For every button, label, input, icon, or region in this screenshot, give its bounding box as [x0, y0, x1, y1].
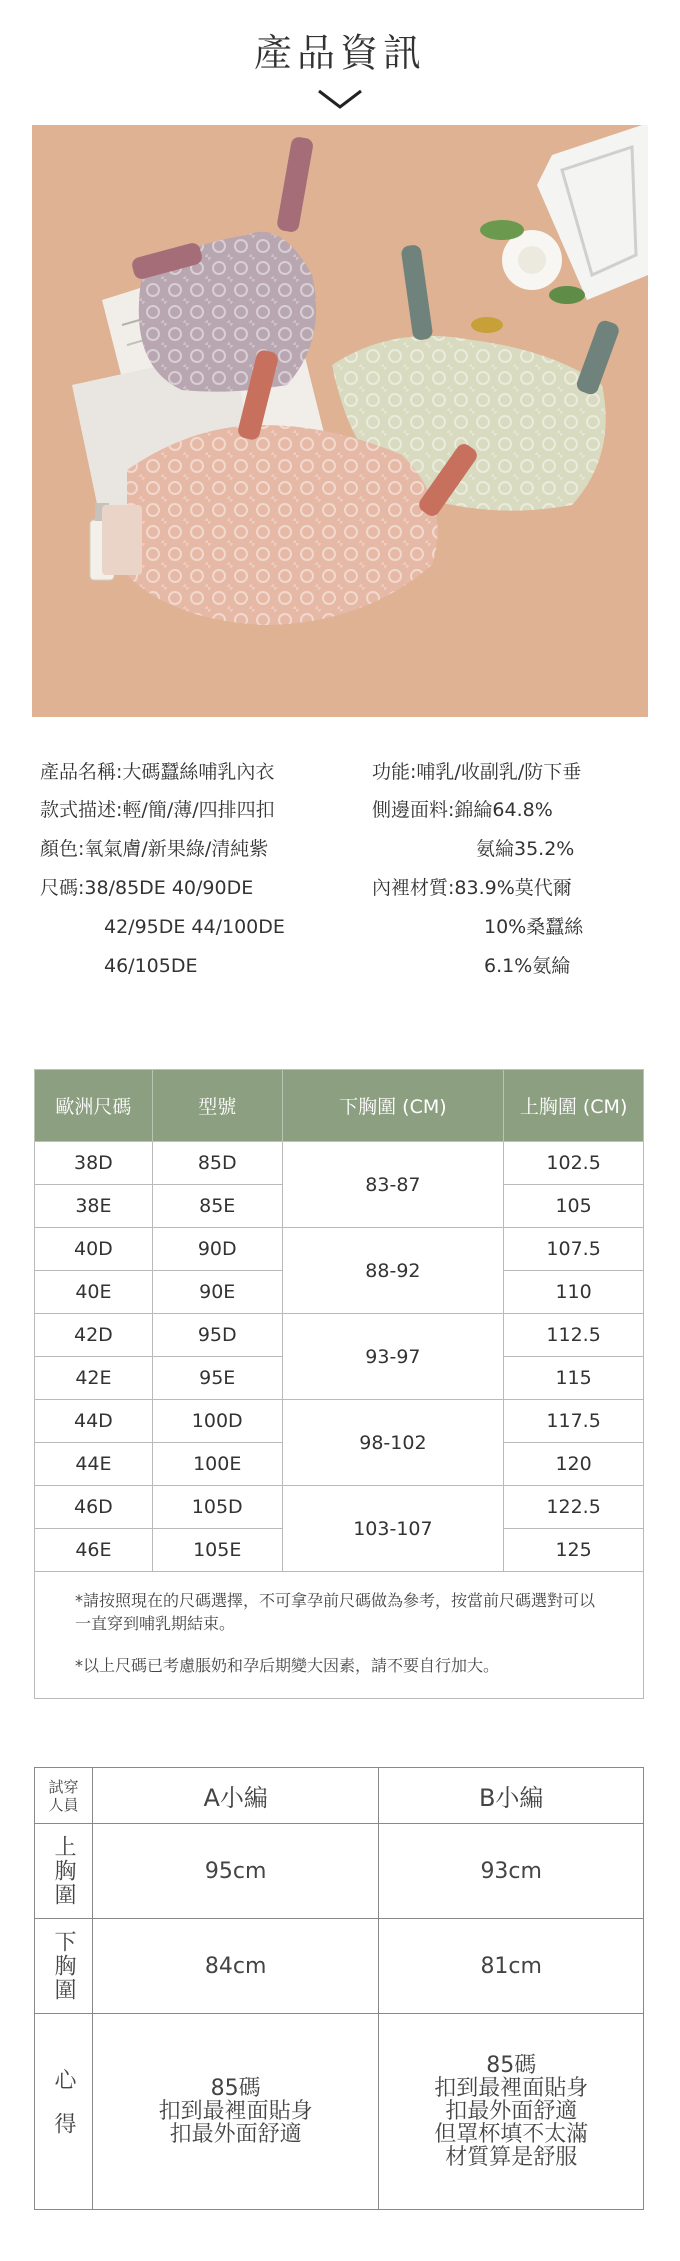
size-value-line: :38/85DE 40/90DE [78, 877, 254, 899]
underbust-cell: 93-97 [282, 1314, 504, 1400]
side-fabric-value: :錦綸64.8% [448, 799, 553, 821]
b-feedback [379, 2014, 644, 2210]
page-title: 產品資訊 [253, 31, 426, 75]
chevron-down-icon [316, 88, 364, 110]
size-label: 尺碼 [40, 877, 79, 899]
b-upper-value: 93cm [379, 1824, 644, 1919]
product-photo [32, 125, 648, 717]
side-fabric-value: 氨綸35.2% [476, 838, 575, 860]
model-cell: 90E [152, 1271, 282, 1314]
color-row [40, 840, 268, 859]
size-row [40, 879, 253, 898]
header-upper-bust: 上胸圍 (CM) [504, 1070, 644, 1142]
b-under-value: 81cm [379, 1919, 644, 2014]
table-row [35, 1314, 644, 1357]
style-row [40, 801, 275, 820]
lining-value: 10%桑蠶絲 [484, 916, 584, 938]
style-value: :輕/簡/薄/四排四扣 [116, 799, 275, 821]
size-table [34, 1069, 644, 1572]
trial-header-row [35, 1768, 644, 1824]
size-note-1: *請按照現在的尺碼選擇，不可拿孕前尺碼做為參考，按當前尺碼選對可以一直穿到哺乳期結束。 [75, 1591, 596, 1633]
trial-table [34, 1767, 644, 2210]
eu-size-cell: 38D [35, 1142, 153, 1185]
size-table-header [35, 1070, 644, 1142]
upper-bust-cell: 110 [504, 1271, 644, 1314]
a-feedback-line: 扣最外面舒適 [169, 2122, 302, 2147]
upper-bust-cell: 125 [504, 1529, 644, 1572]
size-note-2: *以上尺碼已考慮脹奶和孕后期變大因素，請不要自行加大。 [75, 1656, 500, 1675]
size-value-line: 46/105DE [104, 955, 198, 977]
header-underbust: 下胸圍 (CM) [282, 1070, 504, 1142]
lining-value: :83.9%莫代爾 [448, 877, 572, 899]
upper-bust-cell: 115 [504, 1357, 644, 1400]
model-cell: 90D [152, 1228, 282, 1271]
lining-row [372, 879, 572, 898]
b-feedback-line: 扣到最裡面貼身 [434, 2076, 589, 2101]
size-notes [34, 1572, 644, 1699]
model-cell: 85E [152, 1185, 282, 1228]
model-cell: 100D [152, 1400, 282, 1443]
table-row [35, 1486, 644, 1529]
table-row [35, 1228, 644, 1271]
eu-size-cell: 44E [35, 1443, 153, 1486]
upper-bust-cell: 102.5 [504, 1142, 644, 1185]
color-value: :氧氣膚/新果綠/清純紫 [78, 838, 269, 860]
model-cell: 95E [152, 1357, 282, 1400]
upper-bust-cell: 105 [504, 1185, 644, 1228]
function-label: 功能 [372, 761, 411, 783]
b-feedback-line: 材質算是舒服 [445, 2145, 578, 2170]
lining-label: 內裡材質 [372, 877, 449, 899]
upper-bust-cell: 107.5 [504, 1228, 644, 1271]
person-a-header: A小編 [92, 1768, 378, 1824]
trial-under-row [35, 1919, 644, 2014]
model-cell: 105E [152, 1529, 282, 1572]
function-row [372, 763, 581, 782]
eu-size-cell: 40E [35, 1271, 153, 1314]
underbust-cell: 88-92 [282, 1228, 504, 1314]
b-feedback-line: 85碼 [486, 2053, 537, 2078]
eu-size-cell: 46E [35, 1529, 153, 1572]
trial-feedback-row [35, 2014, 644, 2210]
eu-size-cell: 42E [35, 1357, 153, 1400]
eu-size-cell: 38E [35, 1185, 153, 1228]
header-model: 型號 [152, 1070, 282, 1142]
person-b-header: B小編 [379, 1768, 644, 1824]
size-value-line: 42/95DE 44/100DE [104, 916, 285, 938]
side-fabric-row [372, 801, 553, 820]
upper-bust-cell: 120 [504, 1443, 644, 1486]
b-feedback-line: 但罩杯填不太滿 [434, 2122, 589, 2147]
underbust-cell: 103-107 [282, 1486, 504, 1572]
a-feedback-line: 扣到最裡面貼身 [158, 2099, 313, 2124]
model-cell: 95D [152, 1314, 282, 1357]
trial-corner: 試穿人員 [35, 1768, 93, 1824]
side-fabric-label: 側邊面料 [372, 799, 449, 821]
eu-size-cell: 46D [35, 1486, 153, 1529]
upper-bust-label: 上胸圍 [50, 1835, 76, 1907]
product-name-value: :大碼蠶絲哺乳內衣 [116, 761, 275, 783]
underbust-label: 下胸圍 [50, 1930, 76, 2002]
model-cell: 105D [152, 1486, 282, 1529]
table-row [35, 1400, 644, 1443]
model-cell: 85D [152, 1142, 282, 1185]
trial-upper-row [35, 1824, 644, 1919]
eu-size-cell: 42D [35, 1314, 153, 1357]
a-feedback-line: 85碼 [210, 2076, 261, 2101]
table-row [35, 1142, 644, 1185]
model-cell: 100E [152, 1443, 282, 1486]
eu-size-cell: 44D [35, 1400, 153, 1443]
upper-bust-cell: 117.5 [504, 1400, 644, 1443]
eu-size-cell: 40D [35, 1228, 153, 1271]
lining-value: 6.1%氨綸 [484, 955, 571, 977]
style-label: 款式描述 [40, 799, 117, 821]
a-feedback [92, 2014, 378, 2210]
function-value: :哺乳/收副乳/防下垂 [410, 761, 582, 783]
product-name-row [40, 763, 274, 782]
upper-bust-cell: 122.5 [504, 1486, 644, 1529]
b-feedback-line: 扣最外面舒適 [445, 2099, 578, 2124]
underbust-cell: 98-102 [282, 1400, 504, 1486]
a-under-value: 84cm [92, 1919, 378, 2014]
a-upper-value: 95cm [92, 1824, 378, 1919]
feedback-label: 心得 [50, 2067, 76, 2156]
underbust-cell: 83-87 [282, 1142, 504, 1228]
header-eu-size: 歐洲尺碼 [35, 1070, 153, 1142]
color-label: 顏色 [40, 838, 79, 860]
product-name-label: 產品名稱 [40, 761, 117, 783]
upper-bust-cell: 112.5 [504, 1314, 644, 1357]
